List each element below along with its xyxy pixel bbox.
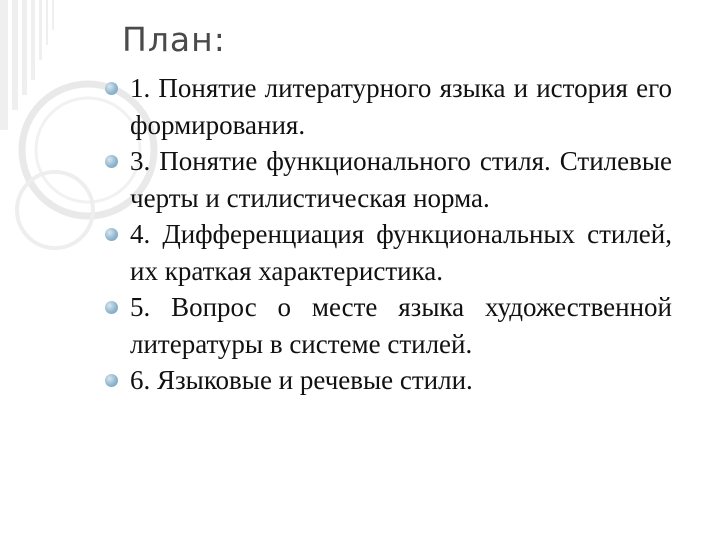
bullet-dot-icon	[105, 82, 118, 95]
bullet-dot-icon	[105, 301, 118, 314]
plan-item-text: 3. Понятие функционального стиля. Стилевые черты и стилистическая норма.	[130, 146, 672, 213]
plan-item-1	[104, 70, 672, 143]
plan-item-text: 5. Вопрос о месте языка художественной литературы в системе стилей.	[130, 292, 672, 359]
decorative-stripes	[0, 0, 54, 130]
plan-list	[104, 70, 672, 399]
plan-item-5	[104, 289, 672, 362]
bullet-dot-icon	[105, 155, 118, 168]
plan-item-text: 6. Языковые и речевые стили.	[130, 365, 473, 395]
plan-item-6	[104, 362, 672, 399]
bullet-dot-icon	[105, 228, 118, 241]
plan-item-text: 4. Дифференциация функциональных стилей, их краткая характеристика.	[130, 219, 672, 286]
slide-title: План:	[122, 20, 226, 59]
bullet-dot-icon	[105, 374, 118, 387]
plan-item-text: 1. Понятие литературного языка и история его формирования.	[130, 73, 672, 140]
plan-item-4	[104, 216, 672, 289]
plan-item-3	[104, 143, 672, 216]
